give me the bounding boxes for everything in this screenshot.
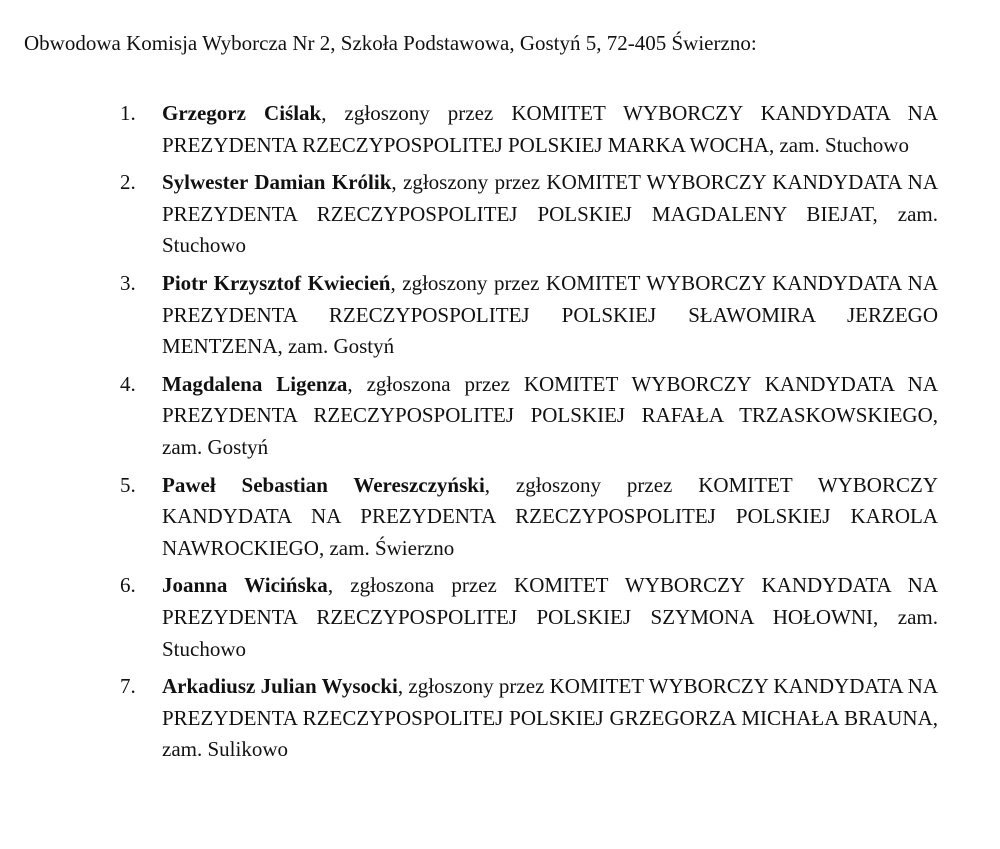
member-list [120,98,938,772]
member-details: , zgłoszony przez KOMITET WYBORCZY KANDYDATA NA PREZYDENTA RZECZYPOSPOLITEJ POLSKIEJ SŁAWOMIRA JERZEGO MENTZENA, zam. Gostyń [162,270,938,359]
list-item [120,671,938,766]
list-item [120,268,938,363]
member-name: Magdalena Ligenza [162,371,348,396]
member-details: , zgłoszony przez KOMITET WYBORCZY KANDYDATA NA PREZYDENTA RZECZYPOSPOLITEJ POLSKIEJ MARKA WOCHA, zam. Stuchowo [162,101,939,157]
member-details: , zgłoszona przez KOMITET WYBORCZY KANDYDATA NA PREZYDENTA RZECZYPOSPOLITEJ POLSKIEJ RAFAŁA TRZASKOWSKIEGO, zam. Gostyń [162,371,938,459]
item-number: 3. [120,270,136,295]
list-item [120,570,938,665]
commission-heading: Obwodowa Komisja Wyborcza Nr 2, Szkoła Podstawowa, Gostyń 5, 72-405 Świerzno: [24,31,757,55]
member-name: Arkadiusz Julian Wysocki [162,674,398,699]
list-item [120,470,938,565]
member-name: Paweł Sebastian Wereszczyński [162,472,485,497]
member-name: Grzegorz Ciślak [162,101,322,125]
item-number: 4. [120,371,136,396]
item-number: 6. [120,573,136,598]
member-name: Joanna Wicińska [162,573,328,598]
list-item [120,98,938,161]
item-number: 1. [120,101,136,125]
item-number: 7. [120,674,136,699]
item-number: 5. [120,472,136,497]
member-name: Sylwester Damian Królik [162,170,392,195]
member-details: , zgłoszona przez KOMITET WYBORCZY KANDYDATA NA PREZYDENTA RZECZYPOSPOLITEJ POLSKIEJ SZYMONA HOŁOWNI, zam. Stuchowo [162,573,938,661]
list-item [120,369,938,464]
list-item [120,167,938,262]
member-details: , zgłoszony przez KOMITET WYBORCZY KANDYDATA NA PREZYDENTA RZECZYPOSPOLITEJ POLSKIEJ GRZEGORZA MICHAŁA BRAUNA, zam. Sulikowo [162,674,938,762]
member-name: Piotr Krzysztof Kwiecień [162,270,391,295]
member-details: , zgłoszony przez KOMITET WYBORCZY KANDYDATA NA PREZYDENTA RZECZYPOSPOLITEJ POLSKIEJ KAROLA NAWROCKIEGO, zam. Świerzno [162,472,938,560]
member-details: , zgłoszony przez KOMITET WYBORCZY KANDYDATA NA PREZYDENTA RZECZYPOSPOLITEJ POLSKIEJ MAGDALENY BIEJAT, zam. Stuchowo [162,170,938,258]
item-number: 2. [120,170,136,195]
